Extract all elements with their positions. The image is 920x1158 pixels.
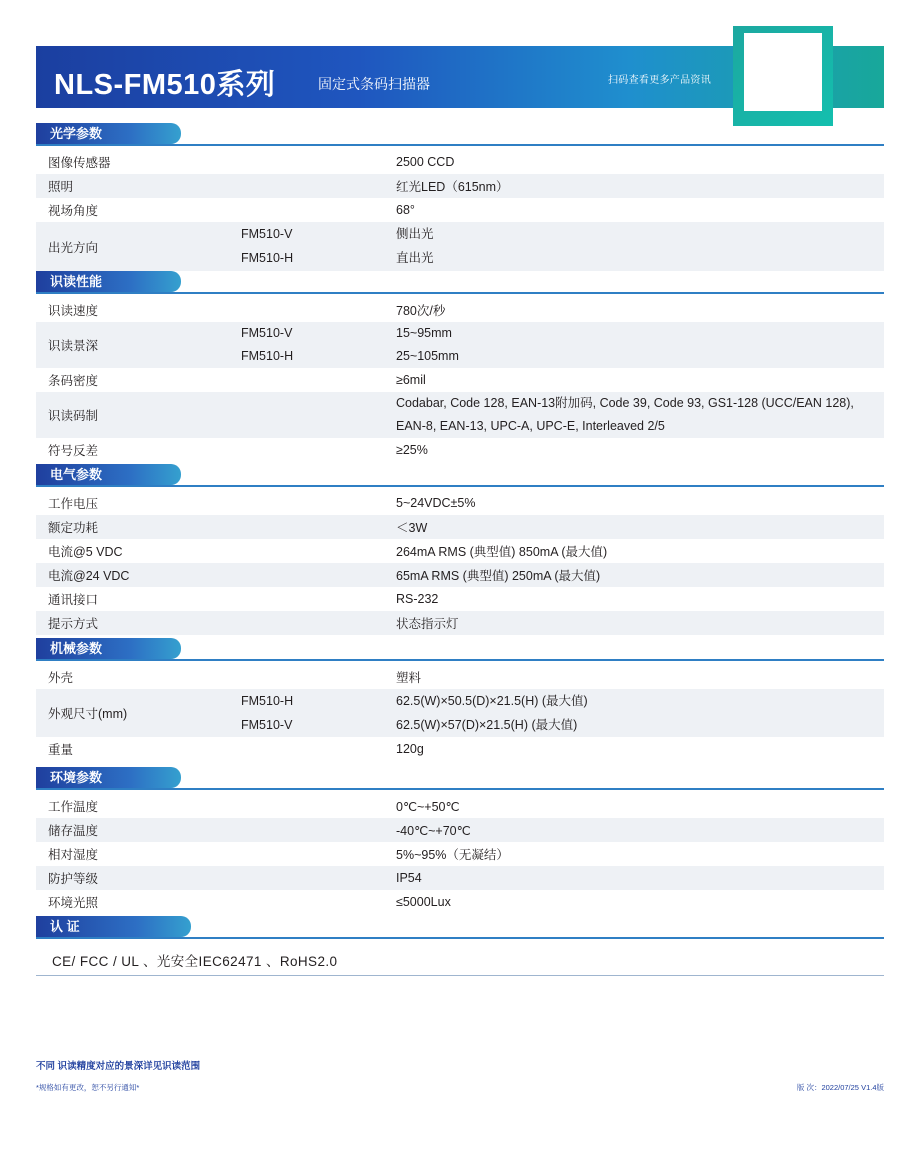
row-model-2: FM510-H xyxy=(241,349,294,363)
row-model xyxy=(241,392,396,438)
table-row xyxy=(36,794,884,818)
row-label: 工作温度 xyxy=(48,800,99,814)
row-model-2: FM510-H xyxy=(241,251,294,265)
row-value: 侧出光 xyxy=(396,227,434,241)
qr-code-icon[interactable] xyxy=(744,33,822,111)
section-heading-electrical: 电气参数 xyxy=(36,464,181,485)
row-value: 120g xyxy=(396,742,424,756)
row-value: -40℃~+70℃ xyxy=(396,823,471,838)
section-rule xyxy=(36,485,884,487)
row-value: 2500 CCD xyxy=(396,155,455,169)
row-value: 68° xyxy=(396,203,415,217)
row-value: 15~95mm xyxy=(396,326,452,340)
row-value-2: 62.5(W)×57(D)×21.5(H) (最大值) xyxy=(396,718,578,732)
section-rows-electrical xyxy=(36,491,884,635)
row-label: 照明 xyxy=(48,180,74,194)
table-row xyxy=(36,611,884,635)
row-value: 62.5(W)×50.5(D)×21.5(H) (最大值) xyxy=(396,694,588,708)
section-heading-mechanical: 机械参数 xyxy=(36,638,181,659)
table-row xyxy=(36,665,884,689)
row-label: 识读速度 xyxy=(48,304,99,318)
section-heading-environment: 环境参数 xyxy=(36,767,181,788)
footnote: 不同 识读精度对应的景深详见识读范围 xyxy=(36,1061,201,1072)
row-model-2: FM510-V xyxy=(241,718,293,732)
footer-disclaimer: *规格如有更改，恕不另行通知* xyxy=(36,1083,140,1092)
page-subtitle: 固定式条码扫描器 xyxy=(318,76,430,92)
table-row xyxy=(36,515,884,539)
row-value: 红光LED（615nm） xyxy=(396,180,509,194)
row-value: 塑料 xyxy=(396,671,422,685)
row-value: RS-232 xyxy=(396,592,439,606)
row-label: 重量 xyxy=(48,743,74,757)
table-row xyxy=(36,222,884,271)
section-rows-environment xyxy=(36,794,884,914)
section-rule xyxy=(36,659,884,661)
row-value-2: 25~105mm xyxy=(396,349,459,363)
section-heading-readperf: 识读性能 xyxy=(36,271,181,292)
table-row xyxy=(36,563,884,587)
table-row xyxy=(36,150,884,174)
row-value: 5%~95%（无凝结） xyxy=(396,848,509,862)
row-value: ≥25% xyxy=(396,443,428,457)
row-value: IP54 xyxy=(396,871,422,885)
row-value: 780次/秒 xyxy=(396,304,446,318)
row-value-2: EAN-8, EAN-13, UPC-A, UPC-E, Interleaved 2/5 xyxy=(396,419,665,433)
table-row xyxy=(36,737,884,761)
section-rows-optical xyxy=(36,150,884,271)
section-rule xyxy=(36,292,884,294)
row-label: 相对湿度 xyxy=(48,848,99,862)
row-value: 264mA RMS (典型值) 850mA (最大值) xyxy=(396,545,608,559)
row-label: 额定功耗 xyxy=(48,521,99,535)
table-row xyxy=(36,890,884,914)
row-label: 提示方式 xyxy=(48,617,99,631)
table-row xyxy=(36,818,884,842)
section-rule xyxy=(36,937,884,939)
section-rule-bottom xyxy=(36,975,884,976)
section-heading-optical: 光学参数 xyxy=(36,123,181,144)
row-label: 防护等级 xyxy=(48,872,99,886)
table-row xyxy=(36,866,884,890)
row-label: 符号反差 xyxy=(48,444,99,458)
section-heading-certification: 认 证 xyxy=(36,916,191,937)
footer-version: 版 次：2022/07/25 V1.4版 xyxy=(796,1083,884,1092)
section-rule xyxy=(36,788,884,790)
table-row xyxy=(36,587,884,611)
table-row xyxy=(36,438,884,462)
table-row xyxy=(36,491,884,515)
page-title: NLS-FM510系列 xyxy=(54,69,276,101)
row-label: 图像传感器 xyxy=(48,156,111,170)
row-label: 电流@5 VDC xyxy=(48,545,123,559)
row-value: 0℃~+50℃ xyxy=(396,799,460,814)
row-model: FM510-H xyxy=(241,694,294,708)
row-label: 视场角度 xyxy=(48,204,99,218)
row-label: 条码密度 xyxy=(48,374,99,388)
section-rows-mechanical xyxy=(36,665,884,761)
row-label: 识读码制 xyxy=(48,409,99,423)
table-row xyxy=(36,689,884,737)
qr-caption: 扫码查看更多产品资讯 xyxy=(608,75,711,86)
row-value: 65mA RMS (典型值) 250mA (最大值) xyxy=(396,569,601,583)
row-value: ≥6mil xyxy=(396,373,426,387)
row-label: 工作电压 xyxy=(48,497,99,511)
table-row xyxy=(36,322,884,368)
table-row xyxy=(36,174,884,198)
row-model: FM510-V xyxy=(241,227,293,241)
row-label: 识读景深 xyxy=(48,339,99,353)
section-rows-readperf xyxy=(36,298,884,462)
row-value: 5~24VDC±5% xyxy=(396,496,476,510)
row-label: 通讯接口 xyxy=(48,593,99,607)
row-label: 电流@24 VDC xyxy=(48,569,130,583)
table-row xyxy=(36,298,884,322)
row-label: 环境光照 xyxy=(48,896,99,910)
table-row xyxy=(36,392,884,438)
row-model: FM510-V xyxy=(241,326,293,340)
row-label: 外观尺寸(mm) xyxy=(48,707,128,721)
row-value: ＜3W xyxy=(396,521,428,535)
table-row xyxy=(36,842,884,866)
row-value: ≤5000Lux xyxy=(396,895,451,909)
row-label: 出光方向 xyxy=(48,240,99,255)
certification-text: CE/ FCC / UL 、光安全IEC62471 、RoHS2.0 xyxy=(52,954,338,969)
row-value-2: 直出光 xyxy=(396,251,434,265)
row-label: 储存温度 xyxy=(48,824,99,838)
row-value: Codabar, Code 128, EAN-13附加码, Code 39, Code 93, GS1-128 (UCC/EAN 128), xyxy=(396,396,854,410)
section-rule xyxy=(36,144,884,146)
table-row xyxy=(36,539,884,563)
row-value: 状态指示灯 xyxy=(396,617,459,631)
table-row xyxy=(36,198,884,222)
table-row xyxy=(36,368,884,392)
row-label: 外壳 xyxy=(48,671,74,685)
